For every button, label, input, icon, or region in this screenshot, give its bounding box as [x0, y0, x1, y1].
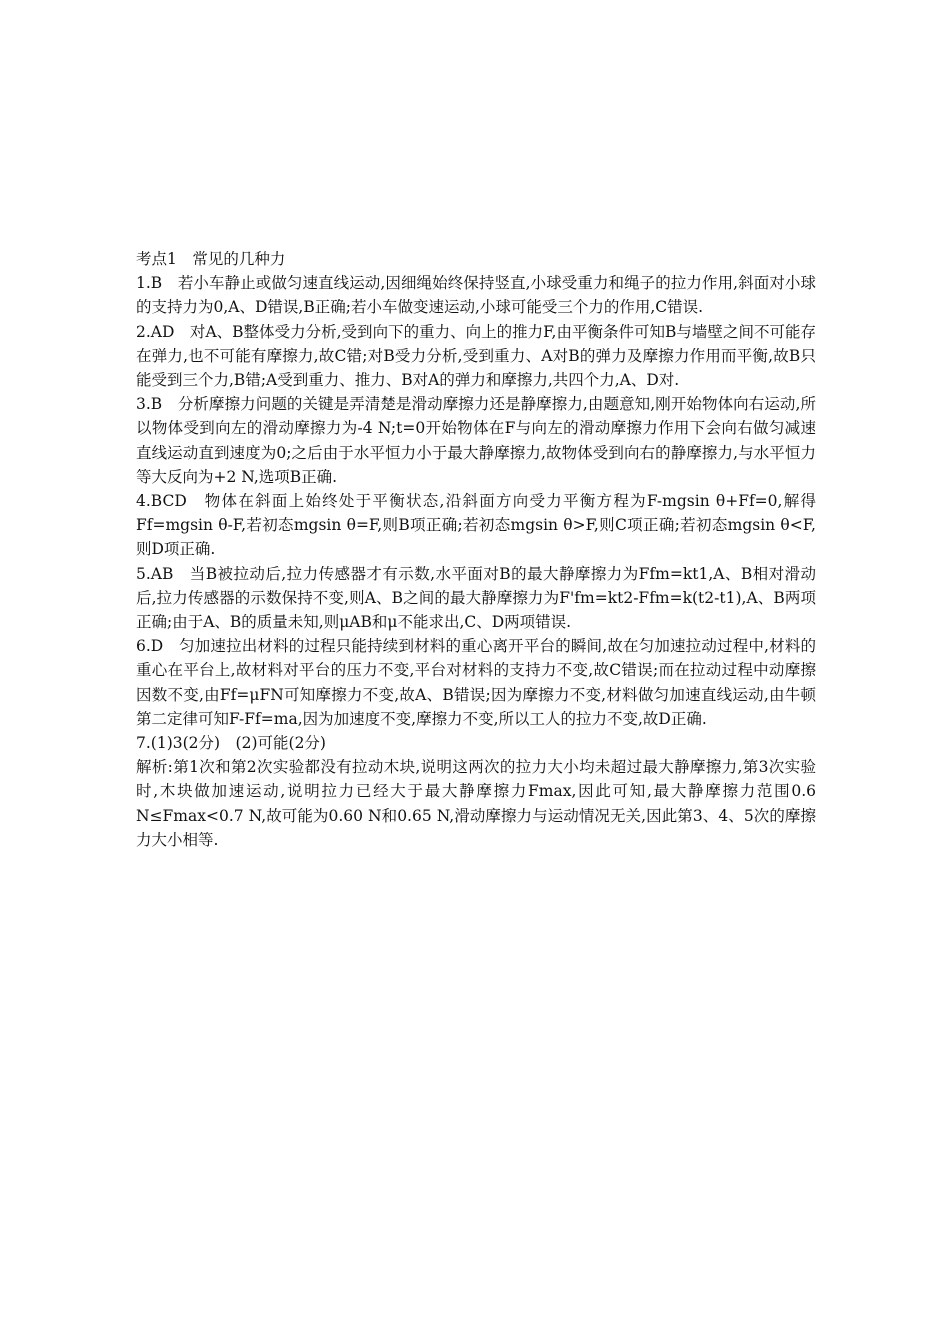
answer-3: 3.B 分析摩擦力问题的关键是弄清楚是滑动摩擦力还是静摩擦力,由题意知,刚开始物体向右运动,所以物体受到向左的滑动摩擦力为-4 N;t=0开始物体在F与向左的滑动摩擦力作用下会向右做匀减速直线运动直到速度为0;之后由于水平恒力小于最大静摩擦力,故物体受到向右的静摩擦力,与水平恒力等大反向为+2 N,选项B正确.	[136, 395, 816, 486]
answer-4: 4.BCD 物体在斜面上始终处于平衡状态,沿斜面方向受力平衡方程为F-mgsin θ+Ff=0,解得Ff=mgsin θ-F,若初态mgsin θ=F,则B项正确;若初态mgsin θ>F,则C项正确;若初态mgsin θ<F,则D项正确.	[136, 492, 816, 559]
answer-7: 7.(1)3(2分) (2)可能(2分)	[136, 734, 326, 753]
answer-7-explanation: 解析:第1次和第2次实验都没有拉动木块,说明这两次的拉力大小均未超过最大静摩擦力,第3次实验时,木块做加速运动,说明拉力已经大于最大静摩擦力Fmax,因此可知,最大静摩擦力范围0.6 N≤Fmax<0.7 N,故可能为0.60 N和0.65 N,滑动摩擦力与运动情况无关,因此第3、4、5次的摩擦力大小相等.	[136, 758, 816, 849]
answer-document	[136, 247, 816, 852]
answer-5: 5.AB 当B被拉动后,拉力传感器才有示数,水平面对B的最大静摩擦力为Ffm=kt1,A、B相对滑动后,拉力传感器的示数保持不变,则A、B之间的最大静摩擦力为F'fm=kt2-Ffm=k(t2-t1),A、B两项正确;由于A、B的质量未知,则μAB和μ不能求出,C、D两项错误.	[136, 564, 816, 632]
answer-6: 6.D 匀加速拉出材料的过程只能持续到材料的重心离开平台的瞬间,故在匀加速拉动过程中,材料的重心在平台上,故材料对平台的压力不变,平台对材料的支持力不变,故C错误;而在拉动过程中动摩擦因数不变,由Ff=μFN可知摩擦力不变,故A、B错误;因为摩擦力不变,材料做匀加速直线运动,由牛顿第二定律可知F-Ff=ma,因为加速度不变,摩擦力不变,所以工人的拉力不变,故D正确.	[136, 637, 816, 728]
answer-1: 1.B 若小车静止或做匀速直线运动,因细绳始终保持竖直,小球受重力和绳子的拉力作用,斜面对小球的支持力为0,A、D错误,B正确;若小车做变速运动,小球可能受三个力的作用,C错误.	[136, 274, 816, 317]
section-title: 考点1 常见的几种力	[136, 250, 286, 268]
answer-2: 2.AD 对A、B整体受力分析,受到向下的重力、向上的推力F,由平衡条件可知B与墙壁之间不可能存在弹力,也不可能有摩擦力,故C错;对B受力分析,受到重力、A对B的弹力及摩擦力作用而平衡,故B只能受到三个力,B错;A受到重力、推力、B对A的弹力和摩擦力,共四个力,A、D对.	[136, 322, 816, 390]
